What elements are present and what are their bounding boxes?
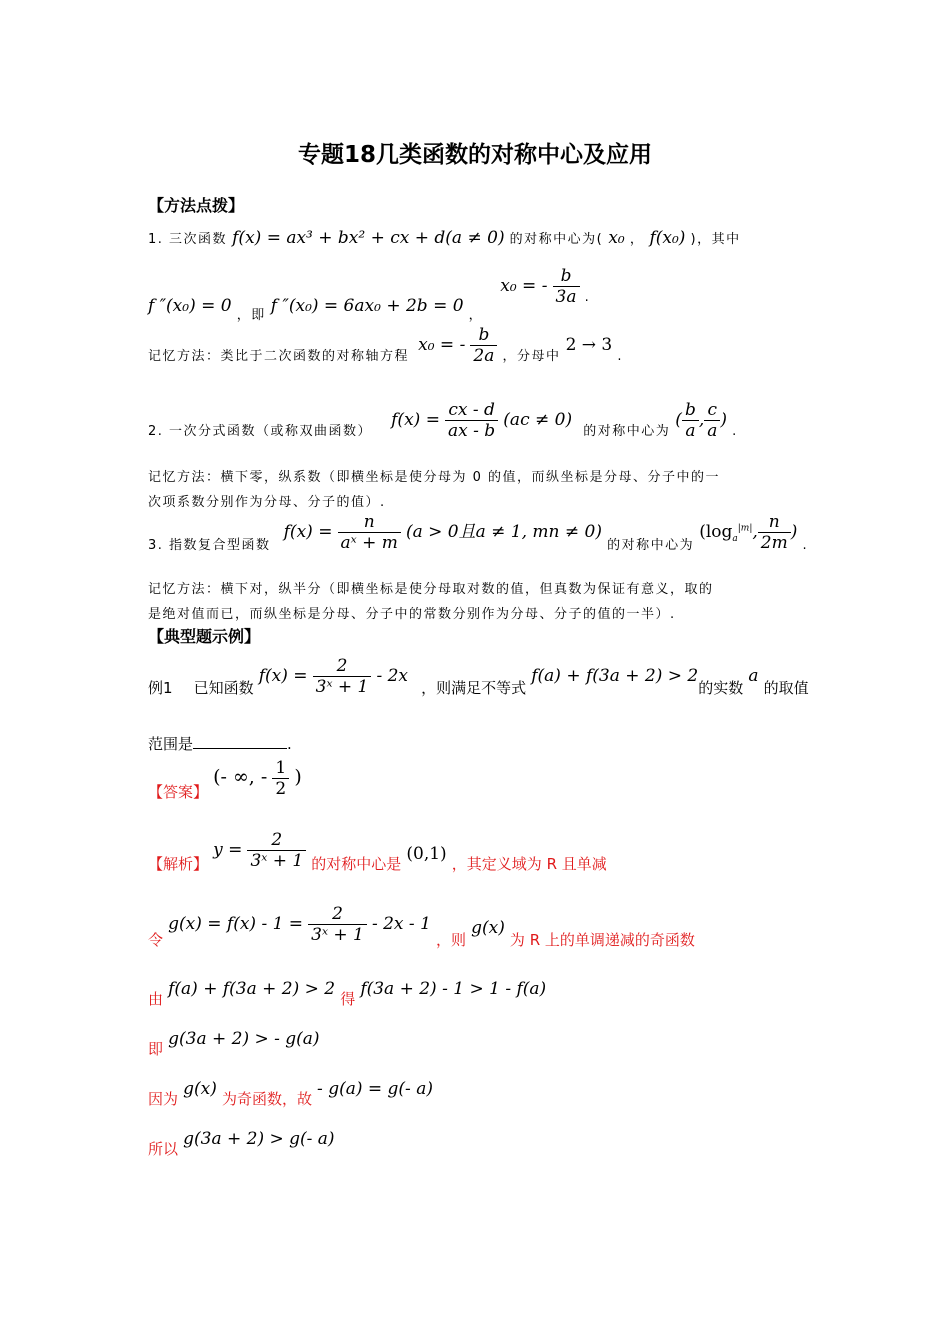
solution-s4-formula: g(3a + 2) > - g(a) bbox=[168, 1029, 320, 1049]
solution-s3-formula1: f(a) + f(3a + 2) > 2 bbox=[168, 979, 336, 999]
item2-f-num: cx - d bbox=[445, 400, 498, 421]
item3-c-num: n bbox=[758, 512, 791, 533]
answer-label: 【答案】 bbox=[148, 783, 209, 801]
item3-center-close: ) bbox=[790, 522, 798, 542]
solution-line5 bbox=[148, 1078, 433, 1108]
solution-s3-lead: 由 bbox=[148, 990, 164, 1008]
item2-c2-den: a bbox=[707, 421, 718, 441]
item3-f-den: aˣ + m bbox=[340, 533, 398, 553]
answer-close: ) bbox=[294, 766, 302, 788]
answer-den: 2 bbox=[275, 779, 287, 799]
example1-f-den: 3ˣ + 1 bbox=[315, 677, 369, 697]
solution-y-fraction bbox=[247, 830, 306, 871]
item3-f-cond: (a > 0且a ≠ 1, mn ≠ 0) bbox=[405, 522, 602, 542]
solution-s3-formula2: f(3a + 2) - 1 > 1 - f(a) bbox=[360, 979, 547, 999]
item2-center-close: ) bbox=[720, 410, 728, 430]
solution-s2-num: 2 bbox=[308, 904, 367, 925]
item2-line1 bbox=[148, 400, 738, 441]
example1-cond: ，则满足不等式 bbox=[421, 679, 527, 697]
solution-s2-lead: 令 bbox=[148, 931, 164, 949]
item1-cond1: f ″(x₀) = 0 bbox=[148, 296, 232, 316]
item2-f-fraction bbox=[445, 400, 498, 441]
solution-y-lhs: y = bbox=[213, 840, 243, 860]
example1-real: 的实数 bbox=[698, 679, 744, 697]
item1-comma: ， bbox=[629, 232, 645, 247]
item3-f-num: n bbox=[338, 512, 401, 533]
item3-memory-line1: 记忆方法：横下对，纵半分（即横坐标是使分母取对数的值，但真数为保证有意义，取的 bbox=[148, 582, 714, 597]
example1-var: a bbox=[748, 666, 759, 686]
solution-s5-formula: - g(a) = g(- a) bbox=[317, 1079, 433, 1099]
answer-line bbox=[148, 758, 302, 799]
item2-center-x bbox=[682, 400, 699, 441]
item3-f-fraction bbox=[338, 512, 401, 553]
item2-mid: 的对称中心为 bbox=[583, 424, 671, 439]
solution-s2-fraction bbox=[308, 904, 367, 945]
solution-s6-formula: g(3a + 2) > g(- a) bbox=[183, 1129, 335, 1149]
example1-line2-tail: . bbox=[287, 735, 292, 753]
item3-line1 bbox=[148, 512, 808, 553]
example1-line1 bbox=[148, 656, 809, 697]
item2-c2-num: c bbox=[704, 400, 720, 421]
item2-memory-line2: 次项系数分别作为分母、分子的值）. bbox=[148, 495, 386, 510]
item1-dot: . bbox=[584, 290, 591, 305]
solution-line1 bbox=[148, 830, 607, 871]
example1-f-fraction bbox=[313, 656, 372, 697]
solution-s5-g: g(x) bbox=[183, 1079, 217, 1099]
item1-lead: 1. 三次函数 bbox=[148, 232, 228, 247]
solution-y-num: 2 bbox=[247, 830, 306, 851]
item3-center-sub: a bbox=[732, 534, 738, 545]
item3-f-lhs: f(x) = bbox=[283, 522, 333, 542]
solution-s3-de: 得 bbox=[340, 990, 356, 1008]
example1-range: 的取值 bbox=[763, 679, 809, 697]
item1-cond2: f ″(x₀) = 6ax₀ + 2b = 0 bbox=[270, 296, 464, 316]
item3-memory-line2: 是绝对值而已，而纵坐标是分母、分子中的常数分别作为分母、分子的值的一半）. bbox=[148, 607, 676, 622]
solution-s2-lhs: g(x) = f(x) - 1 = bbox=[168, 914, 304, 934]
item2-f-den: ax - b bbox=[448, 421, 496, 441]
item1-formula: f(x) = ax³ + bx² + cx + d(a ≠ 0) bbox=[232, 228, 505, 248]
item1-arrow: 2 → 3 bbox=[565, 335, 613, 355]
item3-center-log: (log bbox=[699, 522, 733, 542]
item2-memory-line1: 记忆方法：横下零，纵系数（即横坐标是使分母为 0 的值，而纵坐标是分母、分子中的一 bbox=[148, 470, 721, 485]
solution-s5-mid: 为奇函数，故 bbox=[221, 1090, 312, 1108]
solution-s2-tail: 为 R 上的单调递减的奇函数 bbox=[509, 931, 695, 949]
solution-s2-g: g(x) bbox=[471, 918, 505, 938]
item3-c-den: 2m bbox=[760, 533, 788, 553]
item1-fx0: f(x₀) bbox=[649, 228, 686, 248]
item2-center-comma: , bbox=[698, 410, 705, 430]
item2-c1-den: a bbox=[685, 421, 696, 441]
item2-center-y bbox=[704, 400, 720, 441]
solution-s4-lead: 即 bbox=[148, 1040, 164, 1058]
example-heading: 【典型题示例】 bbox=[148, 627, 261, 646]
solution-line2 bbox=[148, 904, 695, 949]
item3-dot: . bbox=[802, 538, 809, 553]
item1-memory-label: 记忆方法：类比于二次函数的对称轴方程 bbox=[148, 349, 410, 364]
item1-axis-lhs: x₀ = - bbox=[418, 335, 466, 355]
item1-line1 bbox=[148, 228, 741, 248]
item2-c1-num: b bbox=[682, 400, 699, 421]
item1-x0-lhs: x₀ = - bbox=[500, 276, 548, 296]
solution-line3 bbox=[148, 978, 547, 1008]
answer-num: 1 bbox=[272, 758, 289, 779]
item1-axis-fraction bbox=[470, 325, 497, 366]
example1-ineq: f(a) + f(3a + 2) > 2 bbox=[531, 666, 699, 686]
item1-mid: 的对称中心为( bbox=[509, 232, 604, 247]
solution-line4 bbox=[148, 1028, 320, 1058]
answer-open: (- ∞, - bbox=[213, 766, 268, 788]
item1-dot2: . bbox=[617, 349, 623, 364]
example1-f-lhs: f(x) = bbox=[258, 666, 308, 686]
example1-line2-text: 范围是 bbox=[148, 735, 194, 753]
item1-comma2: ， bbox=[468, 308, 484, 323]
method-heading: 【方法点拨】 bbox=[148, 196, 245, 215]
item1-x0-num: b bbox=[553, 266, 580, 287]
solution-s1-tail: ，其定义域为 R 且单减 bbox=[451, 855, 607, 873]
item1-x0-fraction bbox=[553, 266, 580, 307]
item1-memory bbox=[148, 325, 623, 366]
answer-fraction bbox=[272, 758, 289, 799]
example1-line2 bbox=[148, 733, 292, 754]
item2-dot: . bbox=[732, 424, 738, 439]
solution-line6 bbox=[148, 1128, 335, 1158]
item1-line2 bbox=[148, 266, 591, 323]
item1-x0: x₀ bbox=[608, 228, 625, 248]
example1-given: 已知函数 bbox=[193, 679, 254, 697]
item1-axis-den: 2a bbox=[473, 346, 495, 366]
solution-s5-lead: 因为 bbox=[148, 1090, 179, 1108]
solution-s1-mid: 的对称中心是 bbox=[311, 855, 402, 873]
solution-y-den: 3ˣ + 1 bbox=[250, 851, 304, 871]
solution-s2-mid: ，则 bbox=[435, 931, 466, 949]
answer-blank bbox=[193, 734, 287, 749]
item2-center-open: ( bbox=[675, 410, 682, 430]
solution-s1-point: (0,1) bbox=[406, 844, 447, 864]
example1-label: 例1 bbox=[148, 679, 173, 697]
item2-lead: 2. 一次分式函数（或称双曲函数） bbox=[148, 424, 373, 439]
item1-memory-tail: ，分母中 bbox=[502, 349, 561, 364]
example1-f-num: 2 bbox=[313, 656, 372, 677]
item1-axis-num: b bbox=[470, 325, 497, 346]
solution-s2-formula-tail: - 2x - 1 bbox=[371, 914, 431, 934]
solution-s2-den: 3ˣ + 1 bbox=[311, 925, 364, 945]
example1-f-tail: - 2x bbox=[376, 666, 409, 686]
solution-s6-lead: 所以 bbox=[148, 1140, 179, 1158]
item3-center-abs: |m| bbox=[737, 523, 753, 534]
item1-tail: )，其中 bbox=[690, 232, 741, 247]
item2-f-lhs: f(x) = bbox=[391, 410, 440, 430]
item1-ji: ，即 bbox=[236, 308, 266, 323]
page-title: 专题18几类函数的对称中心及应用 bbox=[297, 142, 652, 168]
solution-label: 【解析】 bbox=[148, 855, 209, 873]
item3-mid: 的对称中心为 bbox=[607, 538, 695, 553]
item3-center-fraction bbox=[758, 512, 791, 553]
item1-x0-den: 3a bbox=[555, 287, 577, 307]
item2-f-cond: (ac ≠ 0) bbox=[503, 410, 573, 430]
item3-center-comma: , bbox=[752, 522, 758, 542]
item3-lead: 3. 指数复合型函数 bbox=[148, 538, 271, 553]
